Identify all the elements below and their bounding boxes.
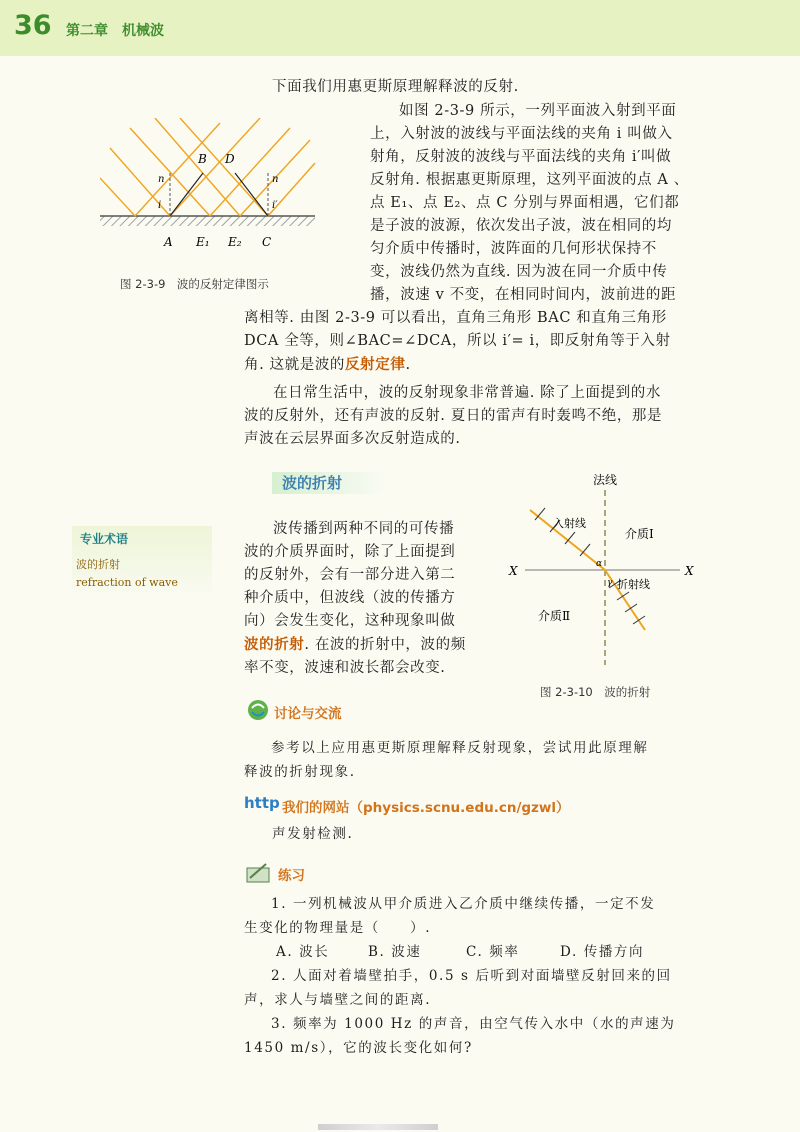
refraction-term: 波的折射 [244,636,305,653]
option-d: D. 传播方向 [560,944,645,960]
label-D: D [225,152,235,166]
reflection-paragraph-1 [370,100,700,307]
reflection-law-term: 反射定律 [345,356,406,373]
term-box-title: 专业术语 [80,532,129,546]
question-1-line: 1. 一列机械波从甲介质进入乙介质中继续传播，一定不发 [271,896,656,912]
line: 向）会发生变化，这种现象叫做 [244,613,456,629]
normal-lines [170,173,268,216]
term-english: refraction of wave [76,576,178,589]
refraction-paragraph [244,518,504,680]
line: 离相等. 由图 2-3-9 可以看出，直角三角形 BAC 和直角三角形 [244,310,667,326]
x-left-label: X [509,564,518,578]
line: 匀介质中传播时，波阵面的几何形状保持不 [370,241,657,257]
figure-reflection-diagram [100,118,350,258]
line: 反射角. 根据惠更斯原理，这列平面波的点 A 、 [370,172,689,188]
question-1-line: 生变化的物理量是（ ）. [244,920,432,936]
line: 如图 2-3-9 所示，一列平面波入射到平面 [399,103,677,119]
line: 波的反射外，还有声波的反射. 夏日的雷声有时轰鸣不绝，那是 [244,408,663,424]
line: 释波的折射现象. [244,764,356,780]
label-A: A [164,235,173,249]
reflecting-surface [100,216,315,226]
label-B: B [198,152,207,166]
x-right-label: X [685,564,694,578]
incident-wavefronts [535,508,590,556]
label-E1: E₁ [196,235,210,249]
question-2-line: 2. 人面对着墙壁拍手，0.5 s 后听到对面墙壁反射回来的回 [271,968,672,984]
line: DCA 全等，则∠BAC=∠DCA，所以 i′= i，即反射角等于入射 [244,333,671,349]
line: 变，波线仍然为直线. 因为波在同一介质中传 [370,264,668,280]
website-content: 声发射检测. [272,826,354,842]
line: 种介质中，但波线（波的传播方 [244,590,456,606]
option-b: B. 波速 [368,944,422,960]
label-i: i [158,200,162,211]
question-3-line: 3. 频率为 1000 Hz 的声音，由空气传入水中（水的声速为 [271,1016,676,1032]
reflected-rays [135,118,315,216]
line-end: . [405,357,411,373]
figure-refraction-diagram [505,470,705,670]
website-title: 我们的网站（physics.scnu.edu.cn/gzwl） [282,800,570,816]
angle-alpha: α [596,559,603,569]
figure-2-3-10-caption: 图 2-3-10 波的折射 [540,685,651,699]
discussion-title: 讨论与交流 [274,706,342,722]
figure-2-3-9-caption: 图 2-3-9 波的反射定律图示 [120,277,269,291]
discussion-text [244,736,704,784]
line: 声波在云层界面多次反射造成的. [244,431,461,447]
label-C: C [262,235,272,249]
reflection-paragraph-2 [244,382,704,451]
line-text: . 在波的折射中，波的频 [304,637,466,653]
angle-gamma: γ [607,578,613,588]
line: 点 E₁、点 E₂、点 C 分别与界面相遇，它们都 [370,195,680,211]
question-3-line: 1450 m/s），它的波长变化如何? [244,1040,473,1056]
exercise-title: 练习 [278,868,305,884]
line: 在日常生活中，波的反射现象非常普遍. 除了上面提到的水 [273,385,661,401]
question-2-line: 声，求人与墙壁之间的距离. [244,992,432,1008]
line: 波传播到两种不同的可传播 [273,521,455,537]
page-number: 36 [14,10,52,41]
line: 播，波速 v 不变，在相同时间内，波前进的距 [370,287,677,303]
page-footer-bar [318,1124,438,1130]
label-n-left: n [158,174,165,185]
line: 是子波的波源，依次发出子波，波在相同的均 [370,218,672,234]
line [244,353,704,377]
line: 波的介质界面时，除了上面提到 [244,544,456,560]
label-n-right: n [272,174,279,185]
refracted-ray-label: 折射线 [617,578,650,591]
option-a: A. 波长 [276,944,330,960]
medium-1-label: 介质Ⅰ [625,527,654,541]
line: 射角，反射波的波线与平面法线的夹角 i′叫做 [370,149,672,165]
reflection-lead: 下面我们用惠更斯原理解释波的反射. [272,79,519,95]
line: 上，入射波的波线与平面法线的夹角 i 叫做入 [370,126,673,142]
discussion-icon [246,698,270,722]
label-i-prime: i′ [272,200,278,211]
term-chinese: 波的折射 [76,558,120,571]
line: 的反射外，会有一部分进入第二 [244,567,456,583]
line-text: 角. 这就是波的 [244,357,346,373]
line: 率不变，波速和波长都会改变. [244,660,446,676]
exercise-icon [244,858,274,884]
exercise-questions [244,892,704,1060]
line [244,633,504,657]
line: 参考以上应用惠更斯原理解释反射现象，尝试用此原理解 [271,740,649,756]
option-c: C. 频率 [466,944,520,960]
wavefront-lines [170,173,268,216]
reflection-paragraph-continued [244,307,704,377]
question-1-options [244,940,704,964]
medium-2-label: 介质Ⅱ [538,609,571,623]
website-logo: http [244,794,280,812]
section-title-refraction: 波的折射 [272,472,382,494]
normal-label: 法线 [593,473,618,487]
label-E2: E₂ [228,235,242,249]
chapter-title: 第二章 机械波 [66,23,164,39]
incident-ray-label: 入射线 [553,517,586,530]
